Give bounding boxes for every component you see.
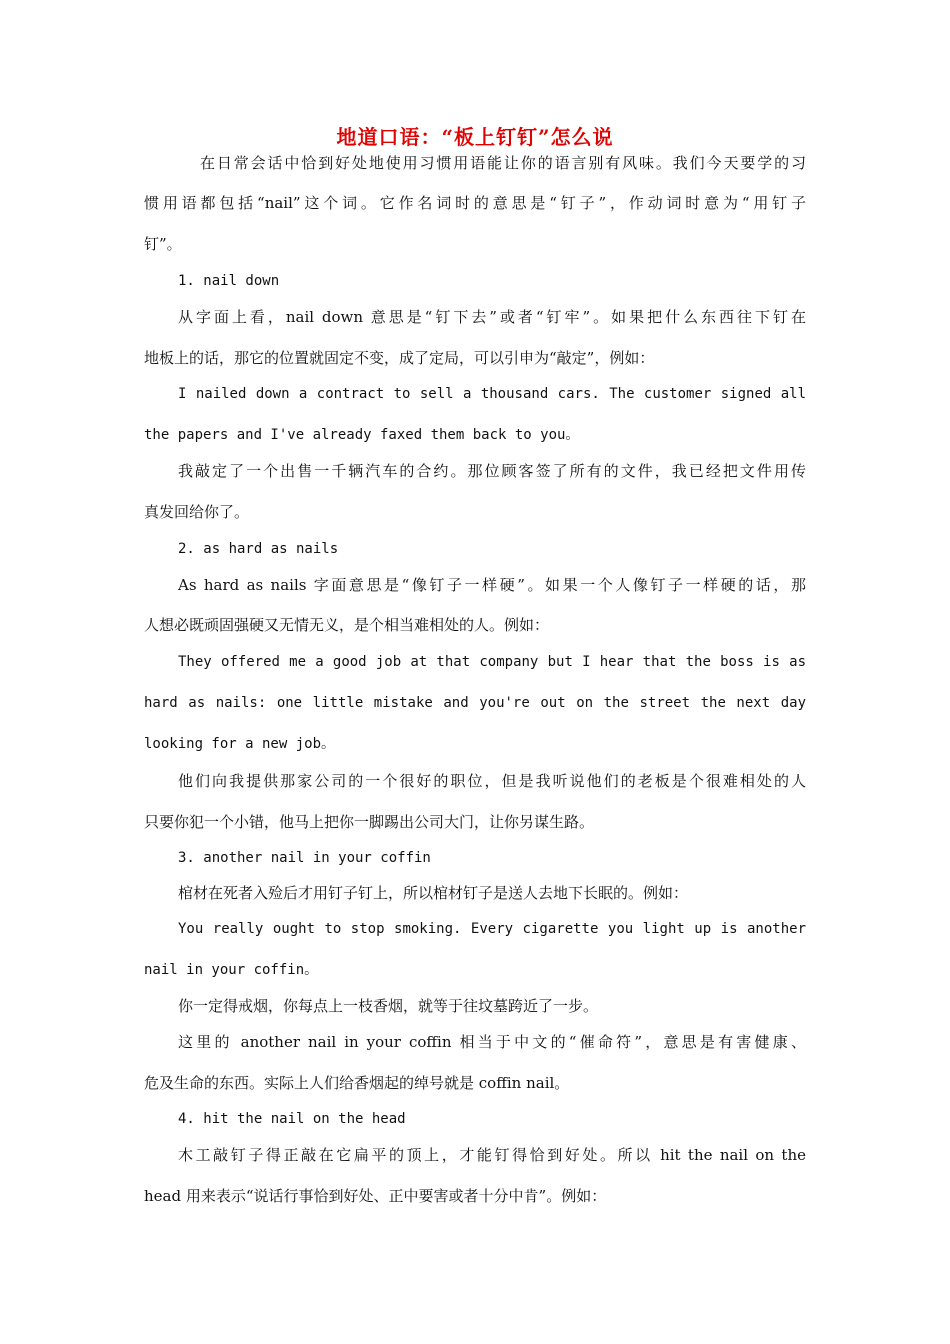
translation-line: 只要你犯一个小错，他马上把你一脚踢出公司大门，让你另谋生路。 (144, 813, 595, 831)
section-heading: 2. as hard as nails (178, 541, 339, 557)
example-line: I nailed down a contract to sell a thousand cars. The customer signed all (178, 386, 806, 402)
paragraph-line: 人想必既顽固强硬又无情无义，是个相当难相处的人。例如： (144, 616, 550, 634)
example-line: nail in your coffin。 (144, 962, 319, 978)
translation-line: 我敲定了一个出售一千辆汽车的合约。那位顾客签了所有的文件，我已经把文件用传 (178, 462, 806, 480)
paragraph-line: head 用来表示“说话行事恰到好处、正中要害或者十分中肯”。例如： (144, 1187, 607, 1205)
example-line: They offered me a good job at that company but I hear that the boss is as (178, 654, 806, 670)
paragraph-line: 棺材在死者入殓后才用钉子钉上，所以棺材钉子是送人去地下长眠的。例如： (178, 884, 689, 902)
paragraph-line: 地板上的话，那它的位置就固定不变，成了定局，可以引申为“敲定”，例如： (144, 349, 655, 367)
translation-line: 你一定得戒烟，你每点上一枝香烟，就等于往坟墓跨近了一步。 (178, 997, 599, 1015)
example-line: hard as nails: one little mistake and you're out on the street the next day (144, 695, 806, 711)
example-line: You really ought to stop smoking. Every cigarette you light up is another (178, 921, 806, 937)
translation-line: 真发回给你了。 (144, 503, 250, 521)
paragraph-line: 在日常会话中恰到好处地使用习惯用语能让你的语言别有风味。我们今天要学的习 (200, 154, 806, 172)
paragraph-line: 木工敲钉子得正敲在它扁平的顶上，才能钉得恰到好处。所以 hit the nail on the (178, 1146, 806, 1164)
example-line: looking for a new job。 (144, 736, 336, 752)
translation-line: 他们向我提供那家公司的一个很好的职位，但是我听说他们的老板是个很难相处的人 (178, 772, 806, 790)
example-line: the papers and I've already faxed them back to you。 (144, 427, 580, 443)
paragraph-line: 从字面上看，nail down 意思是“钉下去”或者“钉牢”。如果把什么东西往下钉在 (178, 308, 806, 326)
document-title: 地道口语：“板上钉钉”怎么说 (336, 125, 614, 149)
paragraph-line: 这里的 another nail in your coffin 相当于中文的“催命符”，意思是有害健康、 (178, 1033, 806, 1051)
paragraph-line: 钉”。 (144, 235, 182, 253)
section-heading: 4. hit the nail on the head (178, 1111, 406, 1127)
paragraph-line: As hard as nails 字面意思是“像钉子一样硬”。如果一个人像钉子一样硬的话，那 (178, 576, 806, 594)
section-heading: 3. another nail in your coffin (178, 850, 431, 866)
section-heading: 1. nail down (178, 273, 280, 289)
paragraph-line: 惯用语都包括“nail”这个词。它作名词时的意思是“钉子”，作动词时意为“用钉子 (144, 194, 806, 212)
paragraph-line: 危及生命的东西。实际上人们给香烟起的绰号就是 coffin nail。 (144, 1074, 570, 1092)
